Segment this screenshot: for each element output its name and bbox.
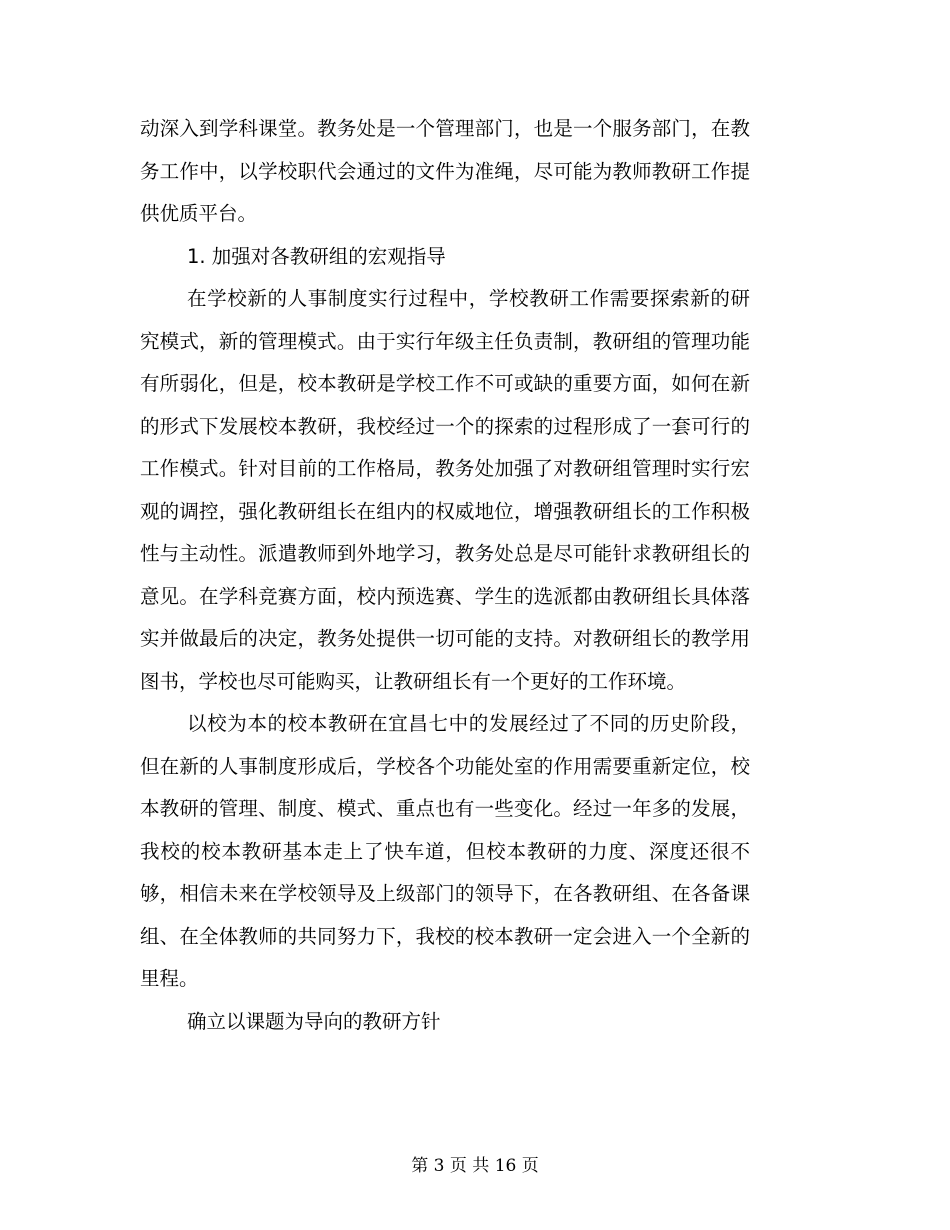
section-heading-topic-guidance: 确立以课题为导向的教研方针 — [187, 1009, 441, 1033]
document-body — [140, 108, 750, 1043]
paragraph-new-system: 在学校新的人事制度实行过程中，学校教研工作需要探索新的研究模式，新的管理模式。由于实行年级主任负责制，教研组的管理功能有所弱化，但是，校本教研是学校工作不可或缺的重要方面，如何在新的形式下发展校本教研，我校经过一个的探索的过程形成了一套可行的工作模式。针对目前的工作格局，教务处加强了对教研组管理时实行宏观的调控，强化教研组长在组内的权威地位，增强教研组长的工作积极性与主动性。派遣教师到外地学习，教务处总是尽可能针求教研组长的意见。在学科竞赛方面，校内预选赛、学生的选派都由教研组长具体落实并做最后的决定，教务处提供一切可能的支持。对教研组长的教学用图书，学校也尽可能购买，让教研组长有一个更好的工作环境。 — [140, 287, 750, 693]
paragraph-school-based-research: 以校为本的校本教研在宜昌七中的发展经过了不同的历史阶段，但在新的人事制度形成后，学校各个功能处室的作用需要重新定位，校本教研的管理、制度、模式、重点也有一些变化。经过一年多的发展，我校的校本教研基本走上了快车道，但校本教研的力度、深度还很不够，相信未来在学校领导及上级部门的领导下，在各教研组、在各备课组、在全体教师的共同努力下，我校的校本教研一定会进入一个全新的里程。 — [140, 712, 750, 990]
paragraph-continuation: 动深入到学科课堂。教务处是一个管理部门，也是一个服务部门，在教务工作中，以学校职代会通过的文件为准绳，尽可能为教师教研工作提供优质平台。 — [140, 117, 750, 225]
section-heading-1: 1. 加强对各教研组的宏观指导 — [187, 244, 446, 268]
page-footer: 第 3 页 共 16 页 — [411, 1156, 539, 1176]
